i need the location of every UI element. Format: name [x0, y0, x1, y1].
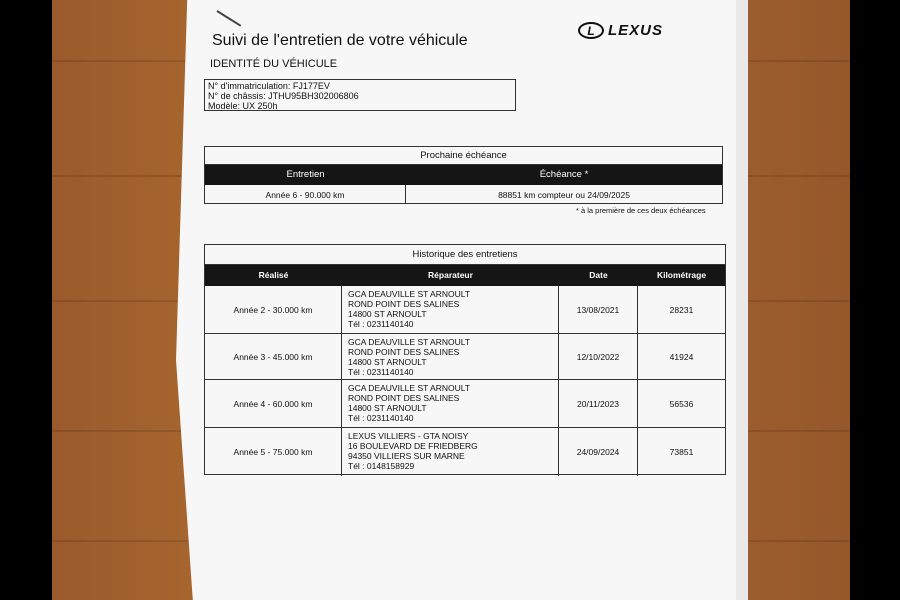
lexus-wordmark: LEXUS: [608, 22, 664, 39]
next-due-header: [205, 165, 722, 185]
next-due-caption: Prochaine échéance: [205, 147, 722, 165]
document-title: Suivi de l'entretien de votre véhicule: [212, 32, 468, 49]
service-date: 20/11/2023: [559, 380, 638, 427]
service-done: Année 5 - 75.000 km: [205, 428, 342, 476]
service-history-table: [204, 244, 726, 475]
next-due-row: [205, 185, 722, 204]
table-row: [205, 379, 725, 427]
vehicle-identity-heading: IDENTITÉ DU VÉHICULE: [210, 58, 338, 70]
table-row: [205, 427, 725, 476]
registration-number: N° d'immatriculation: FJ177EV: [208, 81, 330, 91]
service-date: 13/08/2021: [559, 286, 638, 333]
service-mileage: 56536: [669, 398, 694, 409]
next-service: Année 6 - 90.000 km: [205, 185, 406, 204]
col-header-echeance: Échéance *: [539, 169, 589, 180]
next-due-limit: 88851 km compteur ou 24/09/2025: [498, 189, 630, 200]
table-row: [205, 333, 725, 379]
history-header: [205, 265, 725, 286]
service-done: Année 3 - 45.000 km: [205, 334, 342, 379]
next-due-table: [204, 146, 723, 204]
model: Modèle: UX 250h: [208, 101, 278, 111]
col-header-kilometrage: Kilométrage: [656, 270, 707, 280]
repairer-address: GCA DEAUVILLE ST ARNOULT ROND POINT DES SALINES 14800 ST ARNOULT Tél : 0231140140: [342, 334, 559, 379]
service-date: 12/10/2022: [559, 334, 638, 379]
vehicle-identity-box: [204, 79, 516, 111]
service-mileage: 41924: [669, 351, 694, 362]
service-date: 24/09/2024: [559, 428, 638, 476]
col-header-entretien: Entretien: [286, 169, 325, 180]
service-mileage: 73851: [669, 447, 694, 457]
chassis-number: N° de châssis: JTHU95BH302006806: [208, 91, 359, 101]
due-footnote: * à la première de ces deux échéances: [576, 206, 706, 215]
lexus-logo: [578, 22, 663, 39]
table-row: [205, 286, 725, 333]
service-done: Année 4 - 60.000 km: [205, 380, 342, 427]
service-mileage: 28231: [669, 304, 694, 315]
col-header-date: Date: [589, 270, 608, 280]
repairer-address: LEXUS VILLIERS - GTA NOISY 16 BOULEVARD DE FRIEDBERG 94350 VILLIERS SUR MARNE Tél : 0148158929: [342, 428, 559, 476]
col-header-reparateur: Réparateur: [428, 270, 473, 280]
repairer-address: GCA DEAUVILLE ST ARNOULT ROND POINT DES SALINES 14800 ST ARNOULT Tél : 0231140140: [342, 380, 559, 427]
history-caption: Historique des entretiens: [205, 245, 725, 265]
lexus-emblem-icon: L: [578, 22, 604, 39]
service-done: Année 2 - 30.000 km: [205, 286, 342, 333]
col-header-realise: Réalisé: [258, 270, 289, 280]
repairer-address: GCA DEAUVILLE ST ARNOULT ROND POINT DES SALINES 14800 ST ARNOULT Tél : 0231140140: [342, 286, 559, 333]
